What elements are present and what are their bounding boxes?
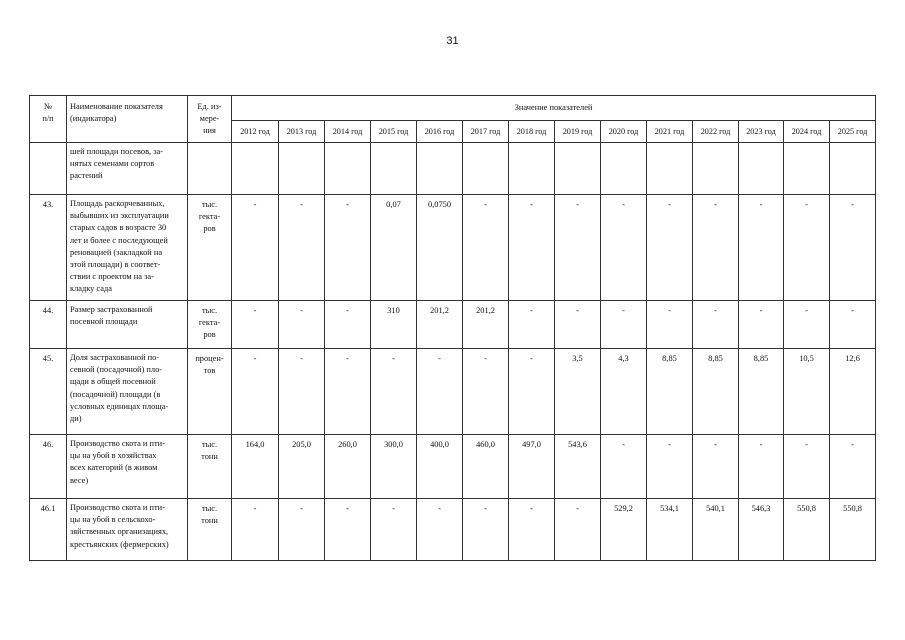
value-cell: [325, 143, 371, 195]
unit-line: ров: [203, 330, 216, 340]
value-cell: 8,85: [647, 349, 693, 435]
indicator-name-line: растений: [70, 171, 103, 181]
value-cell: [417, 143, 463, 195]
value-cell: -: [417, 349, 463, 435]
row-number-cell: 44.: [30, 301, 67, 349]
unit-line: тонн: [201, 516, 218, 526]
unit-line: тыс.: [201, 306, 218, 315]
indicator-name-line: лет и более с последующей: [70, 235, 168, 245]
indicator-name-line: всех категорий (в живом: [70, 463, 158, 473]
value-cell: -: [509, 301, 555, 349]
value-cell: 0,0750: [417, 195, 463, 301]
value-cell: -: [371, 499, 417, 561]
value-cell: -: [279, 499, 325, 561]
indicator-name-cell: [67, 499, 188, 561]
indicator-name-line: условных единицах площа-: [70, 401, 169, 411]
value-cell: -: [601, 435, 647, 499]
value-cell: -: [601, 301, 647, 349]
value-cell: [555, 143, 601, 195]
year-header-cell: 2015 год: [371, 121, 417, 143]
value-cell: -: [555, 195, 601, 301]
value-cell: 400,0: [417, 435, 463, 499]
year-header-cell: 2019 год: [555, 121, 601, 143]
indicator-name-line: Производство скота и пти-: [70, 503, 165, 512]
value-cell: -: [463, 499, 509, 561]
table-row: [30, 195, 876, 301]
indicator-name-line: посевной площади: [70, 317, 138, 327]
value-cell: 0,07: [371, 195, 417, 301]
value-cell: -: [232, 301, 279, 349]
value-cell: -: [325, 301, 371, 349]
indicator-name-line: Площадь раскорчеванных,: [70, 199, 165, 208]
year-header-cell: 2018 год: [509, 121, 555, 143]
indicator-name-line: Производство скота и пти-: [70, 439, 165, 448]
indicator-name-line: севной (посадочной) пло-: [70, 365, 163, 375]
table-row: [30, 435, 876, 499]
value-cell: -: [601, 195, 647, 301]
indicator-name-cell: [67, 435, 188, 499]
indicator-name-line: нятых семенами сортов: [70, 159, 155, 169]
indicator-name-line: щади в общей посевной: [70, 377, 156, 387]
indicator-name-line: Размер застрахованной: [70, 305, 153, 314]
value-cell: [509, 143, 555, 195]
header-number-cell: [30, 96, 67, 143]
value-cell: [830, 143, 876, 195]
indicator-name-line: шей площади посевов, за-: [70, 147, 164, 156]
value-cell: 8,85: [693, 349, 739, 435]
unit-cell: [188, 143, 232, 195]
header-unit-cell: [188, 96, 232, 143]
header-name-line: (индикатора): [70, 114, 117, 124]
value-cell: 529,2: [601, 499, 647, 561]
value-cell: [371, 143, 417, 195]
value-cell: -: [739, 195, 784, 301]
row-number-cell: 46.: [30, 435, 67, 499]
row-number-cell: 45.: [30, 349, 67, 435]
value-cell: 260,0: [325, 435, 371, 499]
indicator-name-line: крестьянских (фермерских): [70, 539, 169, 549]
value-cell: -: [830, 301, 876, 349]
value-cell: -: [325, 195, 371, 301]
indicator-name-line: этой площади) в соответ-: [70, 259, 161, 269]
value-cell: [601, 143, 647, 195]
value-cell: -: [279, 301, 325, 349]
table-body: [30, 143, 876, 561]
indicator-name-cell: [67, 349, 188, 435]
indicator-name-line: Доля застрахованной по-: [70, 353, 160, 362]
indicators-table: [29, 95, 876, 561]
value-cell: -: [739, 435, 784, 499]
value-cell: -: [232, 499, 279, 561]
value-cell: 497,0: [509, 435, 555, 499]
value-cell: 310: [371, 301, 417, 349]
indicator-name-line: выбывших из эксплуатации: [70, 211, 169, 221]
value-cell: -: [555, 301, 601, 349]
unit-line: тыс.: [201, 504, 218, 513]
row-number-cell: 46.1: [30, 499, 67, 561]
value-cell: -: [463, 349, 509, 435]
value-cell: -: [232, 195, 279, 301]
value-cell: 8,85: [739, 349, 784, 435]
value-cell: 300,0: [371, 435, 417, 499]
header-unit-line: ния: [203, 126, 216, 136]
value-cell: -: [463, 195, 509, 301]
year-header-cell: 2025 год: [830, 121, 876, 143]
unit-cell: [188, 301, 232, 349]
year-header-cell: 2024 год: [784, 121, 830, 143]
unit-line: гекта-: [198, 212, 221, 222]
row-number-cell: [30, 143, 67, 195]
indicator-name-line: старых садов в возрасте 30: [70, 223, 167, 233]
unit-line: гекта-: [198, 318, 221, 328]
indicator-name-cell: [67, 195, 188, 301]
value-cell: 3,5: [555, 349, 601, 435]
value-cell: 4,3: [601, 349, 647, 435]
value-cell: -: [693, 195, 739, 301]
unit-line: ров: [203, 224, 216, 234]
value-cell: -: [325, 499, 371, 561]
value-cell: -: [647, 301, 693, 349]
table-row: [30, 499, 876, 561]
value-cell: -: [325, 349, 371, 435]
value-cell: -: [509, 349, 555, 435]
row-number-cell: 43.: [30, 195, 67, 301]
value-cell: [279, 143, 325, 195]
value-cell: [693, 143, 739, 195]
unit-cell: [188, 499, 232, 561]
year-header-cell: 2012 год: [232, 121, 279, 143]
value-cell: -: [509, 195, 555, 301]
value-cell: 543,6: [555, 435, 601, 499]
value-cell: -: [647, 435, 693, 499]
indicator-name-line: (посадочной) площади (в: [70, 389, 161, 399]
value-cell: -: [784, 435, 830, 499]
header-name-cell: [67, 96, 188, 143]
value-cell: -: [371, 349, 417, 435]
value-cell: [739, 143, 784, 195]
unit-line: тонн: [201, 452, 218, 462]
value-cell: 201,2: [417, 301, 463, 349]
indicator-name-line: ди): [70, 413, 82, 423]
year-header-cell: 2021 год: [647, 121, 693, 143]
value-cell: 10,5: [784, 349, 830, 435]
value-cell: 540,1: [693, 499, 739, 561]
value-cell: [463, 143, 509, 195]
value-cell: -: [693, 435, 739, 499]
year-header-cell: 2014 год: [325, 121, 371, 143]
indicator-name-line: реновацией (закладкой на: [70, 247, 163, 257]
value-cell: -: [739, 301, 784, 349]
value-cell: 201,2: [463, 301, 509, 349]
value-cell: 12,6: [830, 349, 876, 435]
unit-line: тов: [203, 366, 216, 376]
year-header-cell: 2023 год: [739, 121, 784, 143]
value-cell: -: [830, 435, 876, 499]
value-cell: -: [417, 499, 463, 561]
page-number: 31: [446, 35, 459, 47]
value-cell: -: [555, 499, 601, 561]
header-values-cell: Значение показателей: [232, 96, 876, 121]
value-cell: -: [509, 499, 555, 561]
table-row: [30, 349, 876, 435]
value-cell: -: [279, 195, 325, 301]
year-header-cell: 2022 год: [693, 121, 739, 143]
value-cell: 546,3: [739, 499, 784, 561]
header-unit-line: Ед. из-: [197, 102, 222, 111]
value-cell: [647, 143, 693, 195]
indicator-name-line: кладку сада: [70, 284, 112, 294]
year-header-cell: 2016 год: [417, 121, 463, 143]
unit-cell: [188, 195, 232, 301]
header-number-line: п/п: [42, 114, 54, 124]
value-cell: -: [647, 195, 693, 301]
value-cell: -: [830, 195, 876, 301]
value-cell: [784, 143, 830, 195]
value-cell: -: [232, 349, 279, 435]
value-cell: 550,8: [830, 499, 876, 561]
year-header-cell: 2013 год: [279, 121, 325, 143]
header-name-line: Наименование показателя: [70, 102, 163, 111]
value-cell: -: [693, 301, 739, 349]
indicator-name-cell: [67, 301, 188, 349]
value-cell: 205,0: [279, 435, 325, 499]
value-cell: 460,0: [463, 435, 509, 499]
unit-line: тыс.: [201, 200, 218, 209]
indicator-name-line: весе): [70, 475, 89, 485]
indicator-name-line: цы на убой в сельскохо-: [70, 515, 156, 525]
table-row: [30, 143, 876, 195]
value-cell: [232, 143, 279, 195]
unit-line: процен-: [195, 354, 224, 363]
unit-cell: [188, 349, 232, 435]
value-cell: 534,1: [647, 499, 693, 561]
table-header: [30, 96, 876, 143]
header-number-line: №: [44, 102, 52, 111]
value-cell: -: [784, 195, 830, 301]
year-header-cell: 2020 год: [601, 121, 647, 143]
unit-cell: [188, 435, 232, 499]
value-cell: -: [784, 301, 830, 349]
value-cell: 550,8: [784, 499, 830, 561]
indicator-name-line: цы на убой в хозяйствах: [70, 451, 157, 461]
year-header-cell: 2017 год: [463, 121, 509, 143]
header-unit-line: мере-: [199, 114, 220, 124]
indicator-name-cell: [67, 143, 188, 195]
indicator-name-line: ствии с проектом на за-: [70, 272, 154, 282]
value-cell: -: [279, 349, 325, 435]
value-cell: 164,0: [232, 435, 279, 499]
unit-line: тыс.: [201, 440, 218, 449]
indicator-name-line: зяйственных организациях,: [70, 527, 169, 537]
table-row: [30, 301, 876, 349]
